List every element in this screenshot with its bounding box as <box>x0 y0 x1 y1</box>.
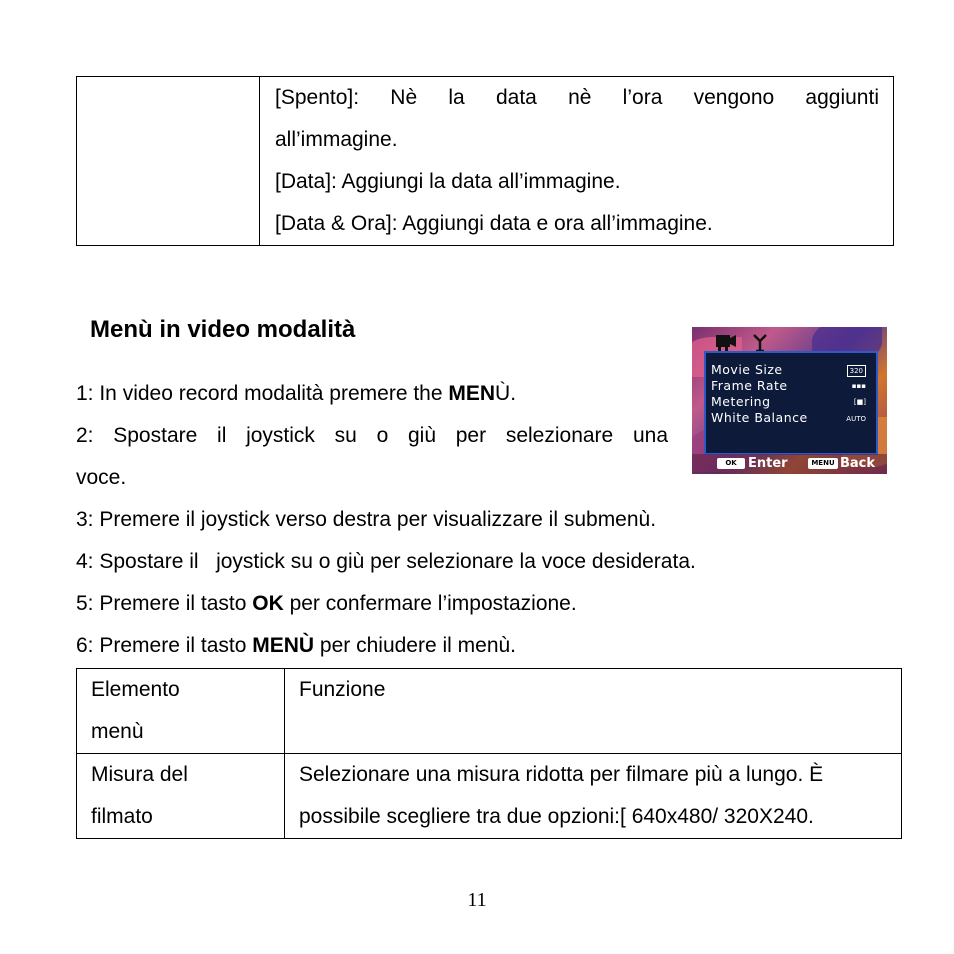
camera-menu-screenshot <box>692 327 887 474</box>
back-label: Back <box>840 456 876 471</box>
table-header-row <box>77 669 902 754</box>
camera-menu-item: Frame Rate <box>711 378 788 393</box>
camera-menu-item: White Balance <box>711 410 808 425</box>
text-line <box>275 77 879 119</box>
cell-text: menù <box>91 720 144 743</box>
cell-text: Misura del <box>91 763 188 786</box>
cell-text: possibile scegliere tra due opzioni:[ 640x480/ 320X240. <box>299 805 814 828</box>
step-text: 6: Premere il tasto <box>76 634 253 657</box>
step-text-line: 2: Spostare il joystick su o giù per selezionare una <box>76 424 668 447</box>
text-line: all’immagine. <box>275 128 398 151</box>
section-heading: Menù in video modalità <box>90 316 356 343</box>
table-row <box>77 77 894 246</box>
step-bold-text: OK <box>252 592 284 615</box>
step-6 <box>76 625 516 667</box>
menu-function-table <box>76 668 902 839</box>
ok-key-icon: OK <box>717 458 745 469</box>
step-text: Ù. <box>495 382 517 405</box>
camera-top-icons <box>714 331 784 353</box>
camera-menu-panel <box>704 351 878 455</box>
step-1 <box>76 373 516 415</box>
step-4: 4: Spostare il joystick su o giù per selezionare la voce desiderata. <box>76 550 696 573</box>
cell-text: filmato <box>91 805 153 828</box>
video-camera-icon <box>716 335 736 352</box>
cell-text: Selezionare una misura ridotta per filmare più a lungo. È <box>299 763 824 786</box>
step-bold-text: MEN <box>448 382 496 405</box>
table-cell-element <box>77 754 285 839</box>
camera-menu-item: Metering <box>711 394 771 409</box>
camera-menu-item: Movie Size <box>711 362 783 377</box>
header-cell-function <box>285 669 902 754</box>
header-cell-element <box>77 669 285 754</box>
page-number: 11 <box>467 889 487 911</box>
table-row <box>77 754 902 839</box>
metering-icon: [■] <box>853 398 866 406</box>
step-2 <box>76 415 668 499</box>
text-line: [Data & Ora]: Aggiungi data e ora all’immagine. <box>275 212 713 235</box>
cell-text: Elemento <box>91 678 180 701</box>
enter-label: Enter <box>748 456 788 471</box>
step-text: per confermare l’impostazione. <box>283 592 577 615</box>
scene-icon <box>754 335 766 351</box>
step-text: 1: In video record modalità premere the <box>76 382 449 405</box>
movie-size-value: 320 <box>847 365 866 377</box>
step-5 <box>76 583 577 625</box>
menu-key-icon: MENU <box>808 458 838 469</box>
step-bold-text: MENÙ <box>252 634 315 657</box>
cell-text: Funzione <box>299 678 386 701</box>
text-line: [Data]: Aggiungi la data all’immagine. <box>275 170 621 193</box>
camera-key-bar <box>692 454 887 474</box>
frame-rate-value: ▪▪▪ <box>851 382 866 390</box>
step-text-line: voce. <box>76 466 127 489</box>
date-stamp-table <box>76 76 894 246</box>
step-text: per chiudere il menù. <box>314 634 517 657</box>
step-text: 5: Premere il tasto <box>76 592 253 615</box>
table-cell-empty <box>77 77 260 246</box>
white-balance-value: AUTO <box>846 415 866 423</box>
justified-text: [Spento]: Nè la data nè l’ora vengono aggiunti <box>275 86 879 109</box>
step-3: 3: Premere il joystick verso destra per visualizzare il submenù. <box>76 508 657 531</box>
table-cell-function <box>285 754 902 839</box>
table-cell-description <box>260 77 894 246</box>
